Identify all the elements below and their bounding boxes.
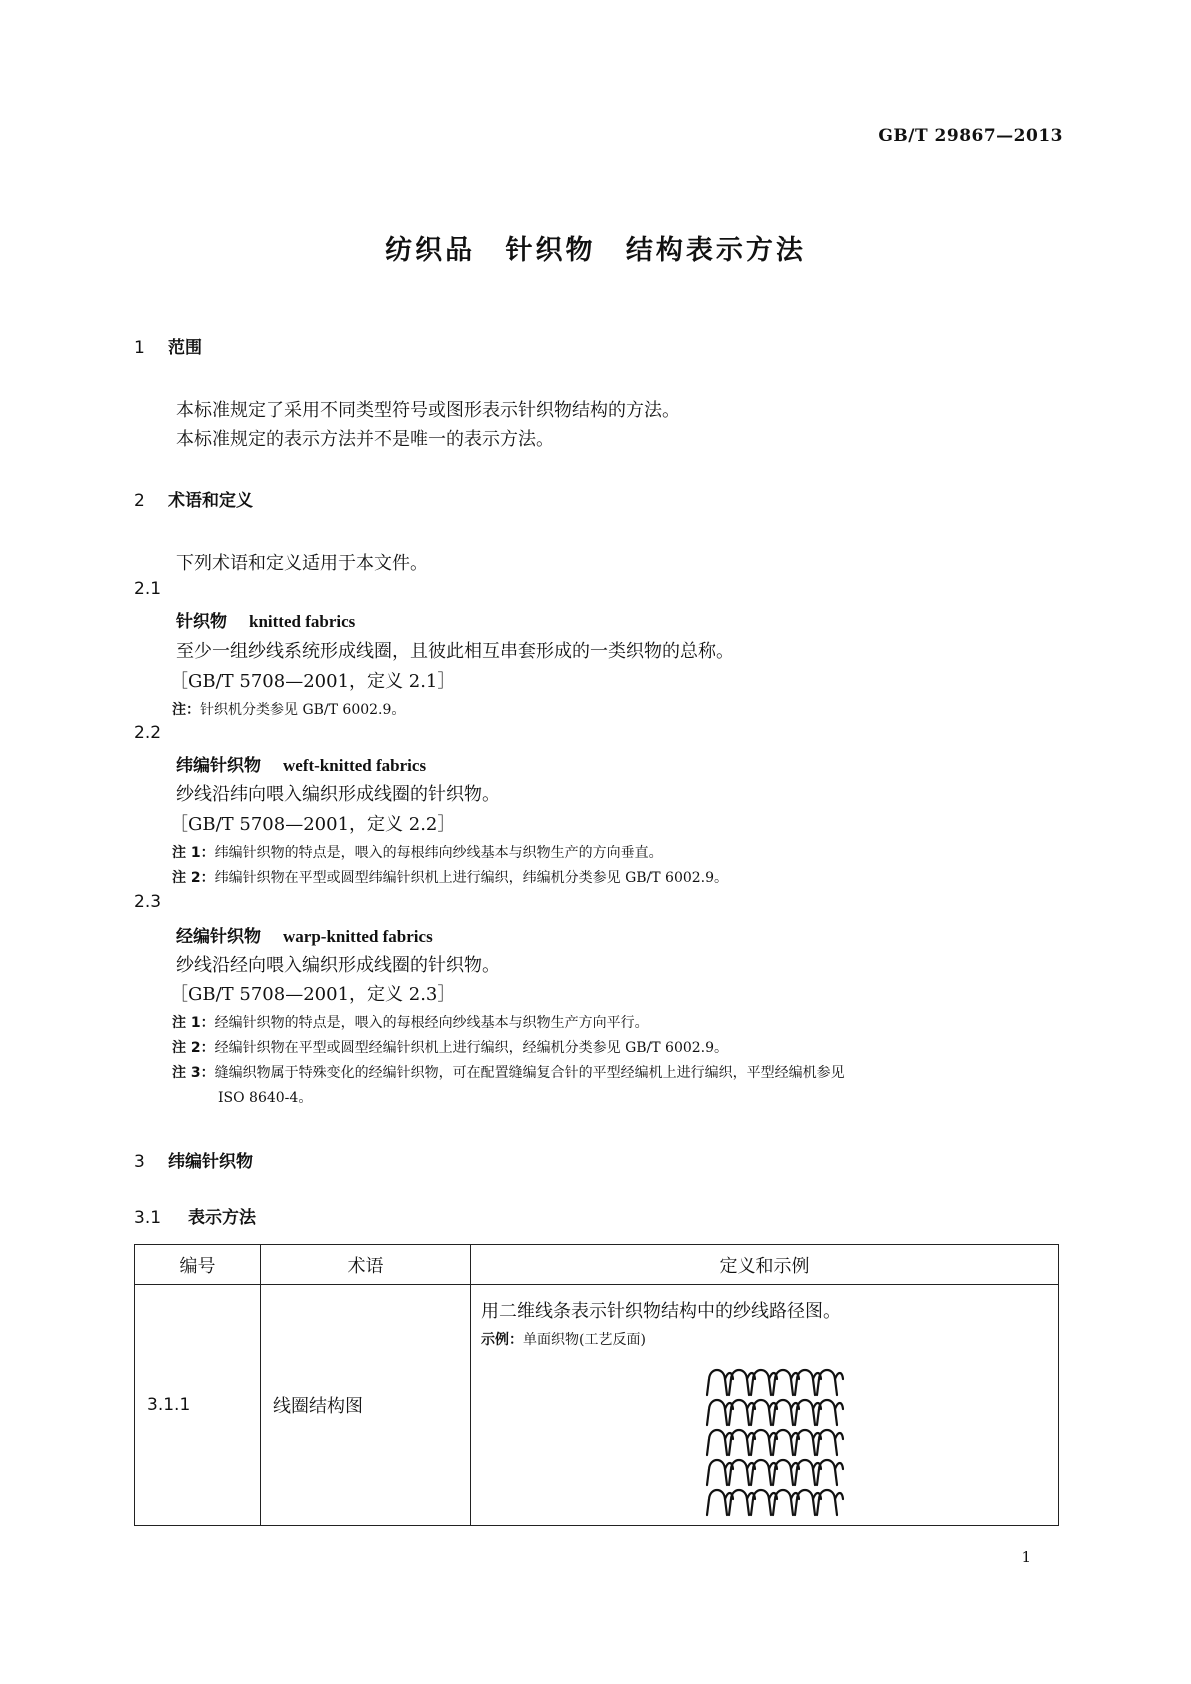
section-2-heading — [134, 486, 253, 511]
loop-stitch — [817, 1460, 837, 1485]
loop-stitch — [751, 1400, 771, 1425]
subsection-title: 表示方法 — [188, 1208, 256, 1228]
column-header: 编号 — [135, 1245, 261, 1285]
note-text: 纬编针织物在平型或圆型纬编针织机上进行编织，纬编机分类参见 GB/T 6002.9。 — [214, 870, 729, 886]
standard-code: GB/T 29867—2013 — [878, 126, 1063, 146]
section-number: 2 — [134, 491, 145, 511]
loop-stitch — [707, 1490, 727, 1515]
loop-stitch — [795, 1400, 815, 1425]
loop-stitch — [795, 1370, 815, 1395]
term-note — [172, 867, 728, 887]
row-definition-cell — [471, 1285, 1059, 1526]
page-number: 1 — [1021, 1548, 1031, 1566]
note-label: 注： — [172, 702, 200, 718]
column-header: 定义和示例 — [471, 1245, 1059, 1285]
loop-stitch — [707, 1430, 727, 1455]
loop-stitch — [707, 1400, 727, 1425]
loop-stitch — [707, 1370, 727, 1395]
definitions-table — [134, 1244, 1059, 1526]
scope-paragraph-1: 本标准规定了采用不同类型符号或图形表示针织物结构的方法。 — [176, 400, 680, 421]
loop-stitch — [773, 1370, 793, 1395]
table-row — [135, 1285, 1059, 1526]
scope-paragraph-2: 本标准规定的表示方法并不是唯一的表示方法。 — [176, 429, 554, 450]
term-note — [172, 1037, 728, 1057]
row-term: 线圈结构图 — [261, 1285, 471, 1526]
loop-stitch — [729, 1460, 749, 1485]
row-example — [481, 1329, 1048, 1349]
note-text: 经编针织物的特点是，喂入的每根经向纱线基本与织物生产方向平行。 — [214, 1015, 649, 1031]
loop-stitch — [817, 1430, 837, 1455]
section-number: 3 — [134, 1152, 145, 1172]
sinker-loop — [835, 1493, 843, 1499]
loop-stitch — [729, 1430, 749, 1455]
term-note — [172, 1062, 845, 1082]
term-zh: 经编针织物 — [176, 927, 261, 947]
term-reference: ［GB/T 5708—2001，定义 2.2］ — [170, 814, 456, 835]
term-number: 2.2 — [134, 723, 162, 743]
loop-stitch — [773, 1460, 793, 1485]
term-note — [172, 842, 663, 862]
term-reference: ［GB/T 5708—2001，定义 2.1］ — [170, 671, 456, 692]
subsection-number: 3.1 — [134, 1208, 162, 1228]
term-definition: 至少一组纱线系统形成线圈，且彼此相互串套形成的一类织物的总称。 — [176, 641, 734, 662]
sinker-loop — [835, 1433, 843, 1439]
note-text: 经编针织物在平型或圆型经编针织机上进行编织，经编机分类参见 GB/T 6002.9。 — [214, 1040, 729, 1056]
row-number: 3.1.1 — [135, 1285, 261, 1526]
term-reference: ［GB/T 5708—2001，定义 2.3］ — [170, 984, 456, 1005]
loop-stitch — [729, 1370, 749, 1395]
section-1-heading — [134, 333, 202, 358]
section-number: 1 — [134, 338, 145, 358]
section-3-heading — [134, 1147, 253, 1172]
loop-stitch — [795, 1430, 815, 1455]
loop-stitch — [707, 1460, 727, 1485]
sinker-loop — [835, 1373, 843, 1379]
loop-stitch — [773, 1490, 793, 1515]
loop-stitch — [751, 1460, 771, 1485]
note-continuation: ISO 8640-4。 — [218, 1090, 313, 1106]
terms-intro: 下列术语和定义适用于本文件。 — [176, 553, 428, 574]
section-title: 术语和定义 — [168, 491, 253, 511]
note-text: 缝编织物属于特殊变化的经编针织物，可在配置缝编复合针的平型经编机上进行编织，平型经编机参见 — [214, 1065, 845, 1081]
sinker-loop — [835, 1463, 843, 1469]
loop-stitch — [817, 1490, 837, 1515]
loop-stitch — [817, 1370, 837, 1395]
loop-stitch — [773, 1400, 793, 1425]
term-zh: 针织物 — [176, 612, 227, 632]
term-note — [172, 1012, 649, 1032]
loop-stitch — [817, 1400, 837, 1425]
term-title — [176, 922, 433, 947]
note-label: 注 2： — [172, 870, 215, 886]
term-en: knitted fabrics — [249, 612, 356, 631]
term-title — [176, 607, 355, 632]
document-title: 纺织品 针织物 结构表示方法 — [385, 235, 806, 266]
term-en: warp-knitted fabrics — [283, 927, 433, 946]
example-label: 示例： — [481, 1332, 523, 1348]
example-text: 单面织物(工艺反面) — [523, 1332, 646, 1348]
term-definition: 纱线沿经向喂入编织形成线圈的针织物。 — [176, 955, 500, 976]
loop-stitch — [751, 1370, 771, 1395]
loop-stitch — [729, 1490, 749, 1515]
sinker-loop — [835, 1403, 843, 1409]
term-note — [172, 699, 405, 719]
loop-stitch — [773, 1430, 793, 1455]
loop-structure-diagram — [699, 1357, 859, 1517]
row-definition: 用二维线条表示针织物结构中的纱线路径图。 — [481, 1301, 841, 1322]
note-text: 纬编针织物的特点是，喂入的每根纬向纱线基本与织物生产的方向垂直。 — [214, 845, 663, 861]
loop-stitch — [795, 1490, 815, 1515]
term-number: 2.3 — [134, 892, 162, 912]
term-en: weft-knitted fabrics — [283, 756, 427, 775]
loop-stitch — [751, 1430, 771, 1455]
note-label: 注 3： — [172, 1065, 215, 1081]
term-zh: 纬编针织物 — [176, 756, 261, 776]
note-text: 针织机分类参见 GB/T 6002.9。 — [200, 702, 406, 718]
note-label: 注 1： — [172, 1015, 215, 1031]
column-header: 术语 — [261, 1245, 471, 1285]
section-title: 纬编针织物 — [168, 1152, 253, 1172]
loop-stitch — [795, 1460, 815, 1485]
note-label: 注 2： — [172, 1040, 215, 1056]
subsection-3-1-heading — [134, 1203, 256, 1228]
term-number: 2.1 — [134, 579, 162, 599]
table-header-row — [135, 1245, 1059, 1285]
term-definition: 纱线沿纬向喂入编织形成线圈的针织物。 — [176, 784, 500, 805]
section-title: 范围 — [168, 338, 202, 358]
loop-stitch — [751, 1490, 771, 1515]
loop-stitch — [729, 1400, 749, 1425]
note-label: 注 1： — [172, 845, 215, 861]
term-title — [176, 751, 426, 776]
